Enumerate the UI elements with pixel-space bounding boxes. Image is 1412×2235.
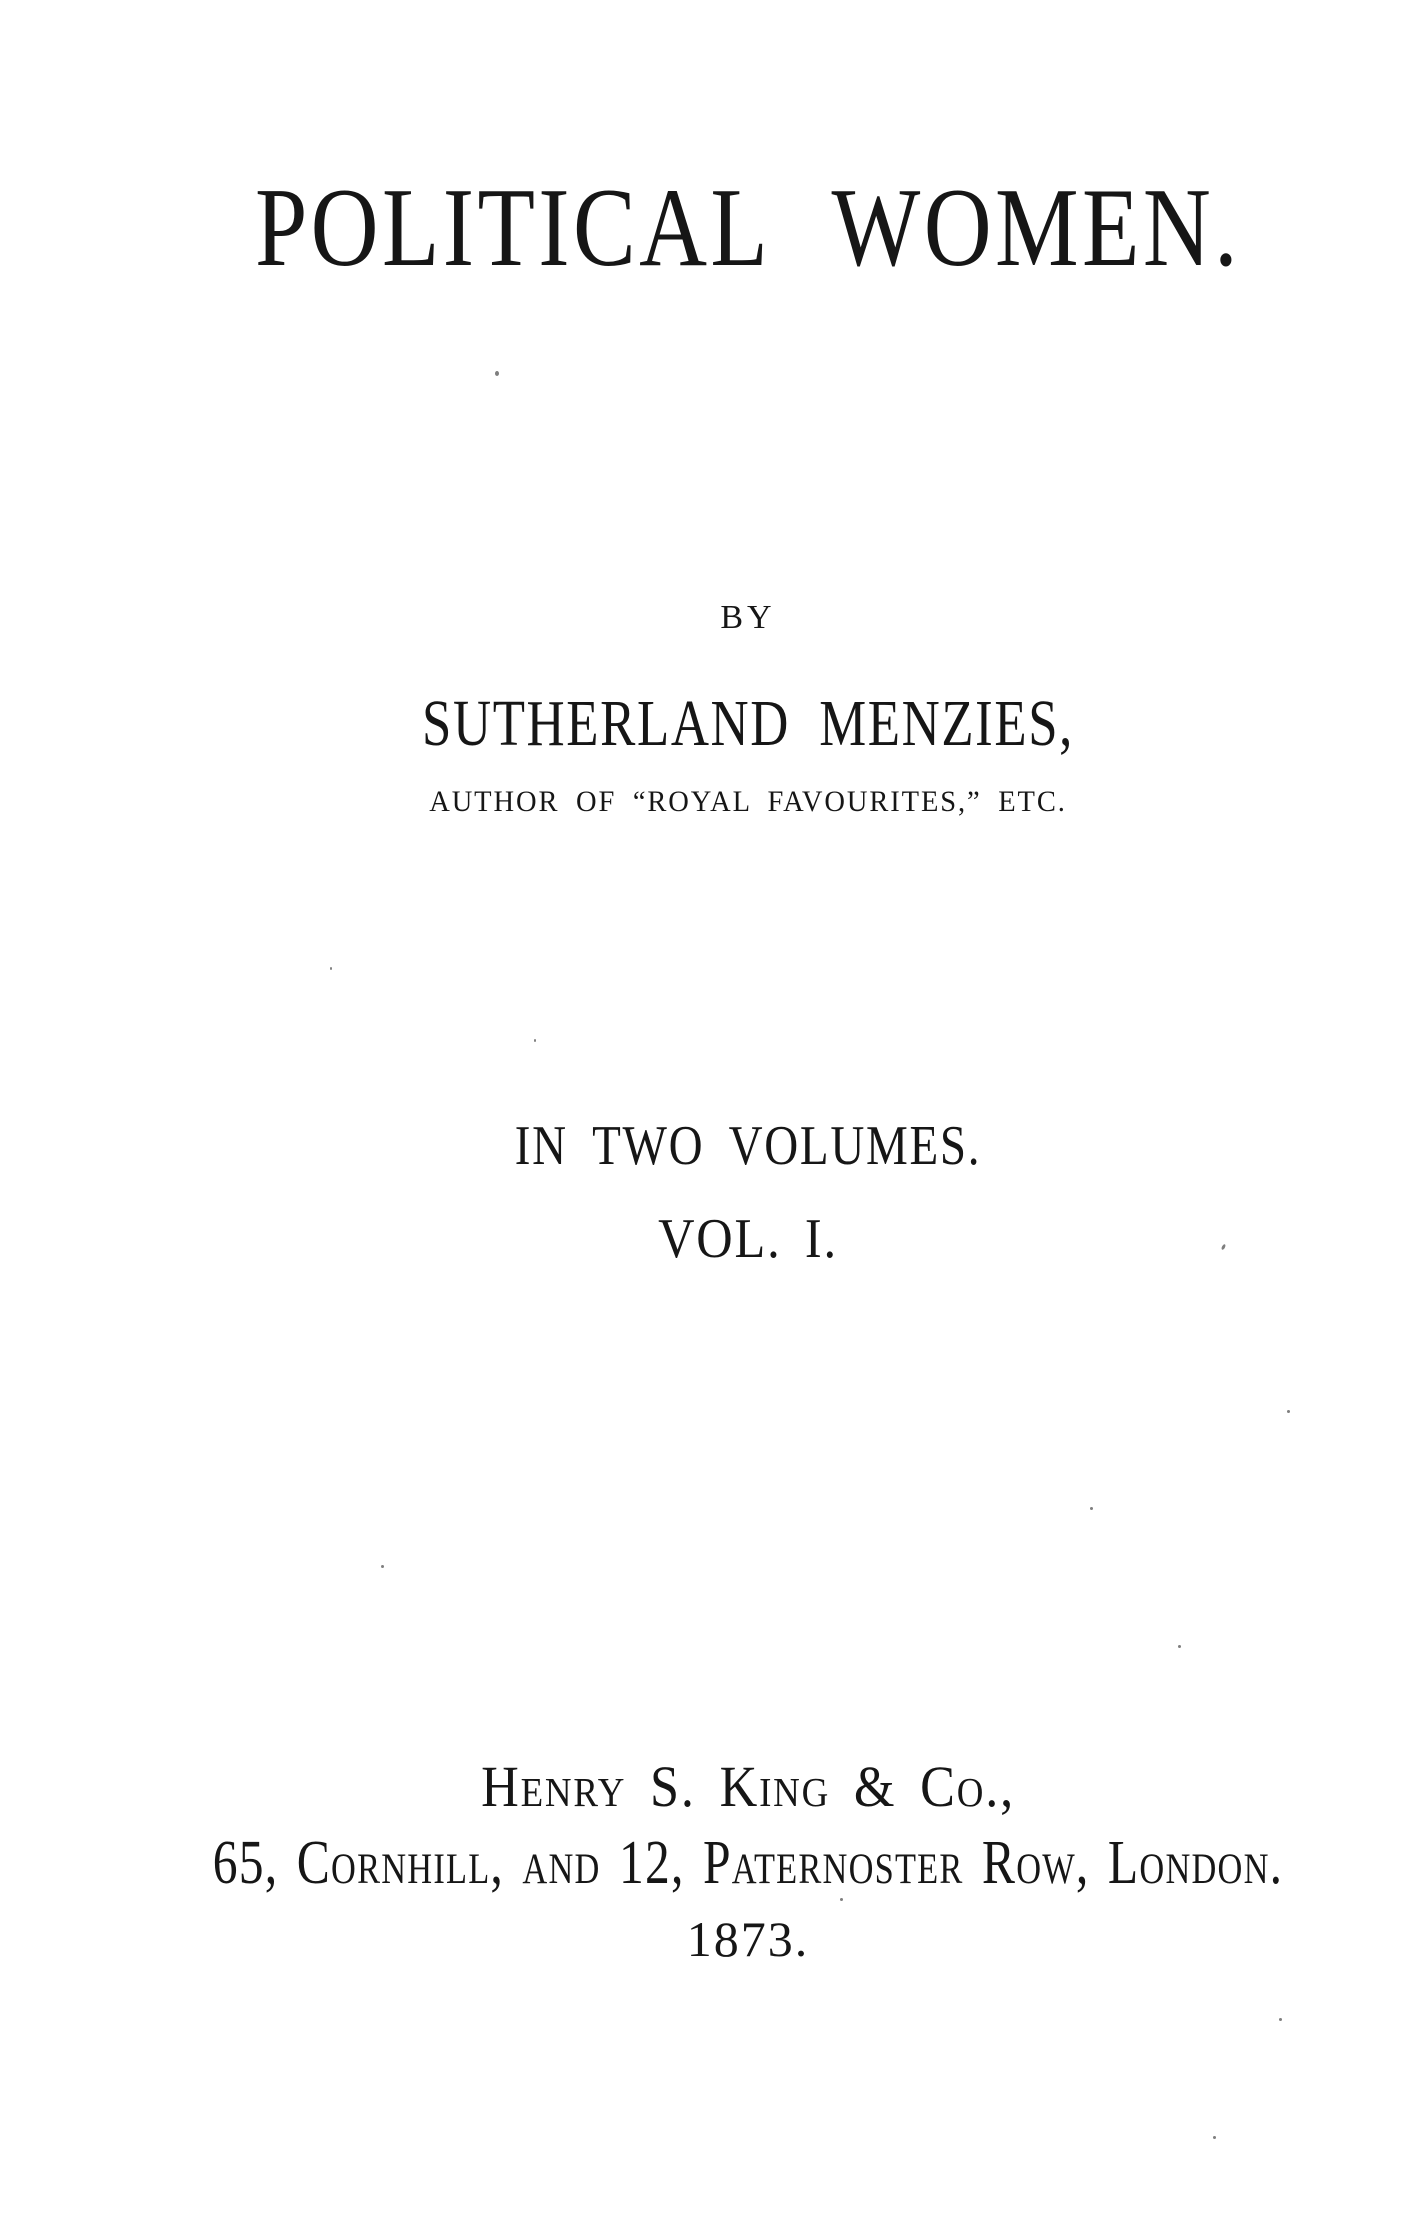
book-title: POLITICAL WOMEN. xyxy=(254,166,1242,290)
publisher-name: Henry S. King & Co., xyxy=(481,1754,1015,1819)
scan-speckle xyxy=(1090,1507,1093,1510)
edition-volumes-line: IN TWO VOLUMES. xyxy=(514,1115,982,1177)
scan-speckle xyxy=(534,1039,536,1042)
scan-speckle xyxy=(1279,2018,1282,2021)
author-name: SUTHERLAND MENZIES, xyxy=(422,687,1074,760)
scan-speckle xyxy=(1178,1645,1181,1648)
author-credit: AUTHOR OF “ROYAL FAVOURITES,” ETC. xyxy=(429,785,1067,818)
scan-speckle xyxy=(840,1898,843,1901)
scan-speckle xyxy=(330,967,332,970)
scan-speckle xyxy=(1213,2136,1216,2139)
publication-year: 1873. xyxy=(686,1911,810,1967)
scan-speckle xyxy=(381,1565,384,1568)
volume-number: VOL. I. xyxy=(658,1208,838,1270)
byline-label: BY xyxy=(720,599,776,636)
scan-speckle xyxy=(495,371,499,376)
scan-speckle xyxy=(1287,1410,1290,1413)
publisher-address: 65, Cornhill, and 12, Paternoster Row, London. xyxy=(212,1829,1284,1897)
title-page-text-block xyxy=(42,0,1412,2235)
